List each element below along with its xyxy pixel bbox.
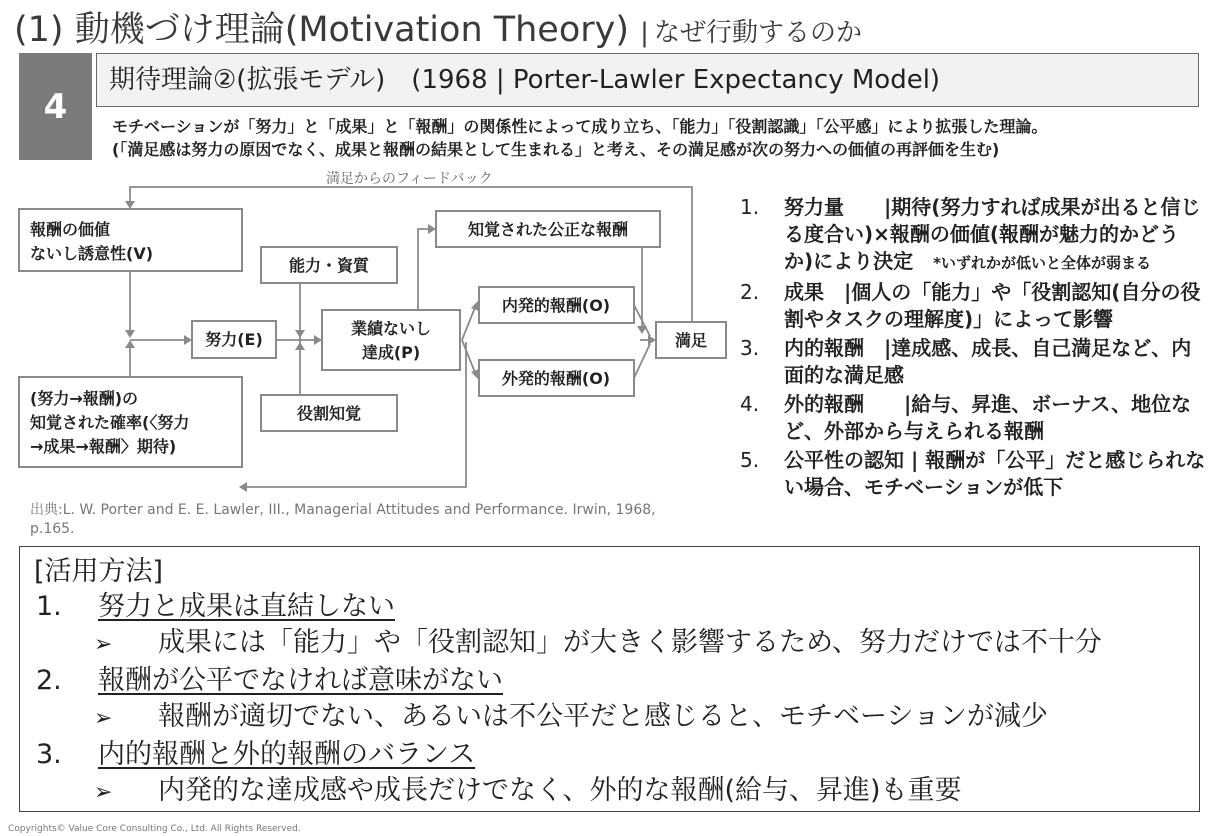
arrow-bullet-icon: ➢ xyxy=(94,780,113,805)
performance-to-fair-reward-line xyxy=(418,229,432,310)
reward-value-label-2: ないし誘意性(V) xyxy=(30,244,154,263)
usage-item-2-detail: ➢ 報酬が適切でない、あるいは不公平だと感じると、モチベーションが減少 xyxy=(34,699,1199,737)
performance-to-intrinsic-line xyxy=(462,305,476,340)
title-main: (1) 動機づけ理論(Motivation Theory) xyxy=(14,10,630,50)
ability-label: 能力・資質 xyxy=(288,256,370,275)
title-subtitle: なぜ行動するのか xyxy=(653,18,862,48)
probability-label-3: →成果→報酬〉期待) xyxy=(30,437,177,456)
key-point-2: 2. 成果 |個人の「能力」や「役割認知(自分の役割やタスクの理解度)」によって影響 xyxy=(740,280,1201,331)
key-point-5: 5. 公平性の認知 | 報酬が「公平」だと感じられない場合、モチベーションが低下 xyxy=(740,448,1206,499)
source-citation: 出典:L. W. Porter and E. E. Lawler, III., Managerial Attitudes and Performance. Irwin, 1968, p.165. xyxy=(30,502,656,537)
usage-item-2-heading: 報酬が公平でなければ意味がない xyxy=(98,665,503,696)
key-point-3: 3. 内的報酬 |達成感、成長、自己満足など、内面的な満足感 xyxy=(740,336,1192,387)
copyright-notice: Copyrights© Value Core Consulting Co., Ltd. All Rights Reserved. xyxy=(8,824,301,834)
usage-item-1-detail: ➢ 成果には「能力」や「役割認知」が大きく影響するため、努力だけでは不十分 xyxy=(34,625,1199,663)
key-point-4: 4. 外的報酬 |給与、昇進、ボーナス、地位など、外部から与えられる報酬 xyxy=(740,392,1192,443)
section-description-2: (「満足感は努力の原因でなく、成果と報酬の結果として生まれる」と考え、その満足感が次の努力への価値の再評価を生む) xyxy=(112,140,1000,159)
section-number-badge: 4 xyxy=(19,53,92,160)
intrinsic-reward-label: 内発的報酬(O) xyxy=(501,296,611,315)
usage-item-1: 1. 努力と成果は直結しない xyxy=(36,591,395,622)
performance-label-1: 業績ないし xyxy=(350,319,432,338)
usage-panel xyxy=(19,546,1200,812)
extrinsic-reward-label: 外発的報酬(O) xyxy=(501,369,611,388)
section-header: 期待理論②(拡張モデル) (1968 | Porter-Lawler Expectancy Model) xyxy=(96,53,1199,107)
feedback-label: 満足からのフィードバック xyxy=(326,171,493,187)
section-description-1: モチベーションが「努力」と「成果」と「報酬」の関係性によって成り立ち、「能力」「役割認識」「公平感」により拡張した理論。 xyxy=(112,117,1048,136)
arrow-bullet-icon: ➢ xyxy=(94,632,113,657)
usage-item-3-heading: 内的報酬と外的報酬のバランス xyxy=(98,739,476,770)
usage-item-3: 3. 内的報酬と外的報酬のバランス xyxy=(36,739,476,770)
key-point-1-note: *いずれかが低いと全体が弱まる xyxy=(933,254,1151,272)
usage-item-1-heading: 努力と成果は直結しない xyxy=(98,591,395,622)
title-separator: | xyxy=(640,18,649,48)
key-points-list xyxy=(736,194,1206,503)
effort-label: 努力(E) xyxy=(205,330,263,349)
porter-lawler-diagram xyxy=(0,0,740,500)
reward-value-label-1: 報酬の価値 xyxy=(30,220,111,239)
probability-label-1: (努力→報酬)の xyxy=(30,389,139,408)
fair-reward-label: 知覚された公正な報酬 xyxy=(467,220,629,239)
performance-to-extrinsic-line xyxy=(462,340,476,375)
usage-item-2: 2. 報酬が公平でなければ意味がない xyxy=(36,665,503,696)
extrinsic-to-satisfaction-line xyxy=(634,344,650,378)
performance-label-2: 達成(P) xyxy=(361,343,421,362)
usage-title: [活用方法] xyxy=(34,556,164,587)
role-perception-label: 役割知覚 xyxy=(296,404,362,423)
key-point-1: 1. 努力量 |期待(努力すれば成果が出ると信じる度合い)×報酬の価値(報酬が魅力的かどうか)により決定 *いずれかが低いと全体が弱まる xyxy=(740,195,1201,273)
probability-label-2: 知覚された確率(〈努力 xyxy=(30,413,190,432)
satisfaction-label: 満足 xyxy=(674,331,708,350)
arrow-bullet-icon: ➢ xyxy=(94,706,113,731)
usage-item-3-detail: ➢ 内発的な達成感や成長だけでなく、外的な報酬(給与、昇進)も重要 xyxy=(34,773,1199,811)
